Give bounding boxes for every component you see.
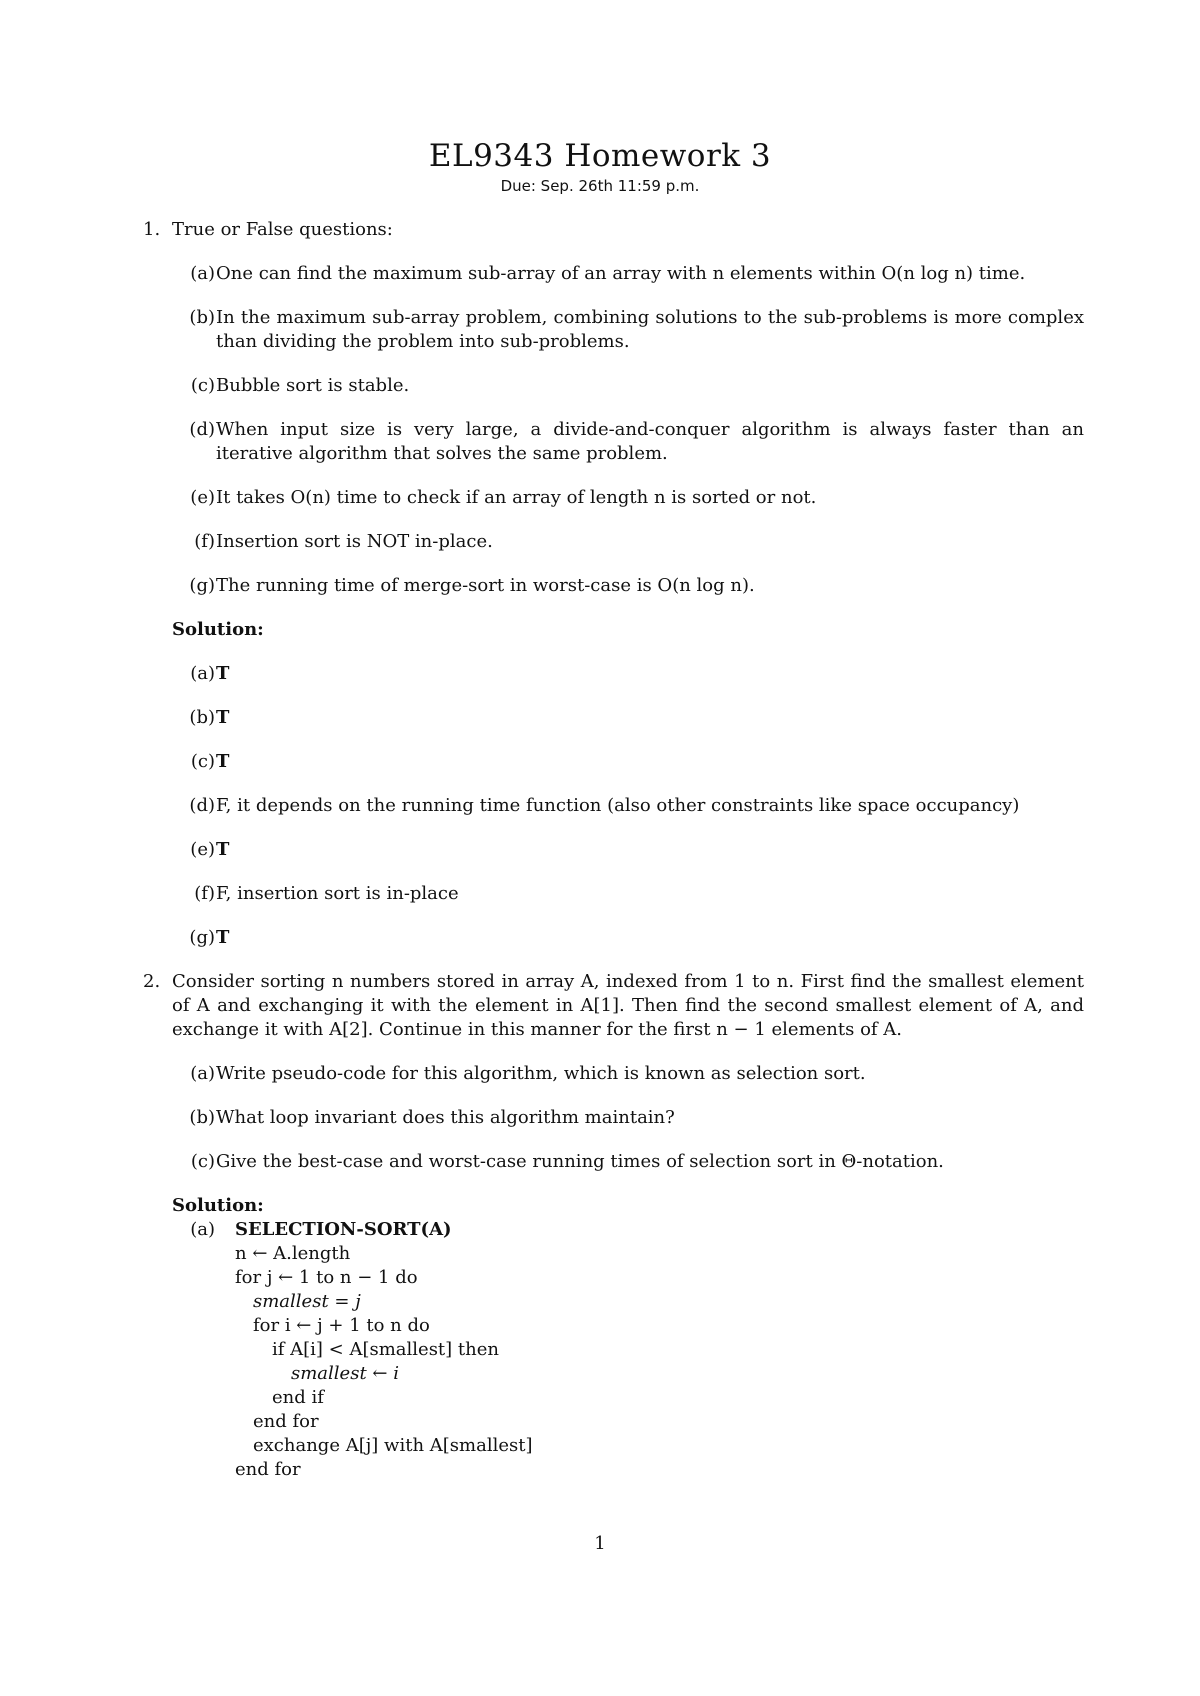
q1-answer-b-label: (b) [189, 707, 215, 728]
q1-item-c-label: (c) [190, 375, 215, 396]
question-1-number: 1. [143, 219, 161, 240]
pseudocode-line-6: if A[i] < A[smallest] then [272, 1339, 499, 1360]
q1-item-d-label: (d) [189, 419, 215, 440]
q1-answer-b: T [216, 707, 230, 728]
q1-answer-e: T [216, 839, 230, 860]
q2-item-a-label: (a) [190, 1063, 215, 1084]
pseudocode-line-9: end for [253, 1411, 319, 1432]
question-2-intro: Consider sorting n numbers stored in array A, indexed from 1 to n. First find the smallest element of A and exchanging it with the element in A[1]. Then find the second smallest element of A, and exchange it with A[2]. Continue in this manner for the first n − 1 elements of A. [172, 971, 1084, 1040]
q1-answer-c-label: (c) [190, 751, 215, 772]
pseudocode-line-2: n ← A.length [235, 1243, 351, 1264]
q1-answer-f-label: (f) [194, 883, 215, 904]
q2-item-c-text: Give the best-case and worst-case running times of selection sort in Θ-notation. [216, 1151, 944, 1172]
q2-item-b-text: What loop invariant does this algorithm maintain? [216, 1107, 675, 1128]
pseudocode-line-5: for i ← j + 1 to n do [253, 1315, 430, 1336]
q1-item-f-text: Insertion sort is NOT in-place. [216, 531, 493, 552]
q1-item-d-text: When input size is very large, a divide-and-conquer algorithm is always faster than an iterative algorithm that solves the same problem. [216, 419, 1084, 464]
q1-item-e-label: (e) [190, 487, 215, 508]
q2-item-b-label: (b) [189, 1107, 215, 1128]
q1-item-a-text: One can find the maximum sub-array of an array with n elements within O(n log n) time. [216, 263, 1026, 284]
q1-item-f-label: (f) [194, 531, 215, 552]
page-number: 1 [594, 1533, 606, 1554]
q1-answer-a: T [216, 663, 230, 684]
question-1-intro: True or False questions: [172, 219, 393, 240]
q2-solution-heading: Solution: [172, 1195, 264, 1216]
pseudocode-line-8: end if [272, 1387, 324, 1408]
q1-item-b-text: In the maximum sub-array problem, combining solutions to the sub-problems is more complex than dividing the problem into sub-problems. [216, 307, 1084, 352]
due-date: Due: Sep. 26th 11:59 p.m. [500, 177, 700, 195]
q1-item-a-label: (a) [190, 263, 215, 284]
q1-item-c-text: Bubble sort is stable. [216, 375, 410, 396]
q1-answer-g: T [216, 927, 230, 948]
q1-item-g-text: The running time of merge-sort in worst-case is O(n log n). [216, 575, 755, 596]
q2-item-c-label: (c) [190, 1151, 215, 1172]
pseudocode-line-3: for j ← 1 to n − 1 do [235, 1267, 418, 1288]
question-2-number: 2. [143, 971, 161, 992]
q1-solution-heading: Solution: [172, 619, 264, 640]
q1-item-g-label: (g) [189, 575, 215, 596]
q1-answer-d: F, it depends on the running time function (also other constraints like space occupancy) [216, 795, 1020, 816]
pseudocode-line-10: exchange A[j] with A[smallest] [253, 1435, 533, 1456]
q1-item-e-text: It takes O(n) time to check if an array of length n is sorted or not. [216, 487, 817, 508]
q1-answer-f: F, insertion sort is in-place [216, 883, 459, 904]
q1-answer-c: T [216, 751, 230, 772]
q1-answer-d-label: (d) [189, 795, 215, 816]
pseudocode-line-1: SELECTION-SORT(A) [235, 1219, 452, 1240]
q1-answer-g-label: (g) [189, 927, 215, 948]
pseudocode-line-4: smallest = j [253, 1291, 361, 1312]
pseudocode-line-11: end for [235, 1459, 301, 1480]
page-title: EL9343 Homework 3 [428, 138, 772, 174]
q2-item-a-text: Write pseudo-code for this algorithm, which is known as selection sort. [216, 1063, 866, 1084]
pseudocode-line-7: smallest ← i [291, 1363, 399, 1384]
q1-answer-a-label: (a) [190, 663, 215, 684]
q1-answer-e-label: (e) [190, 839, 215, 860]
q1-item-b-label: (b) [189, 307, 215, 328]
q2-solution-a-label: (a) [190, 1219, 215, 1240]
